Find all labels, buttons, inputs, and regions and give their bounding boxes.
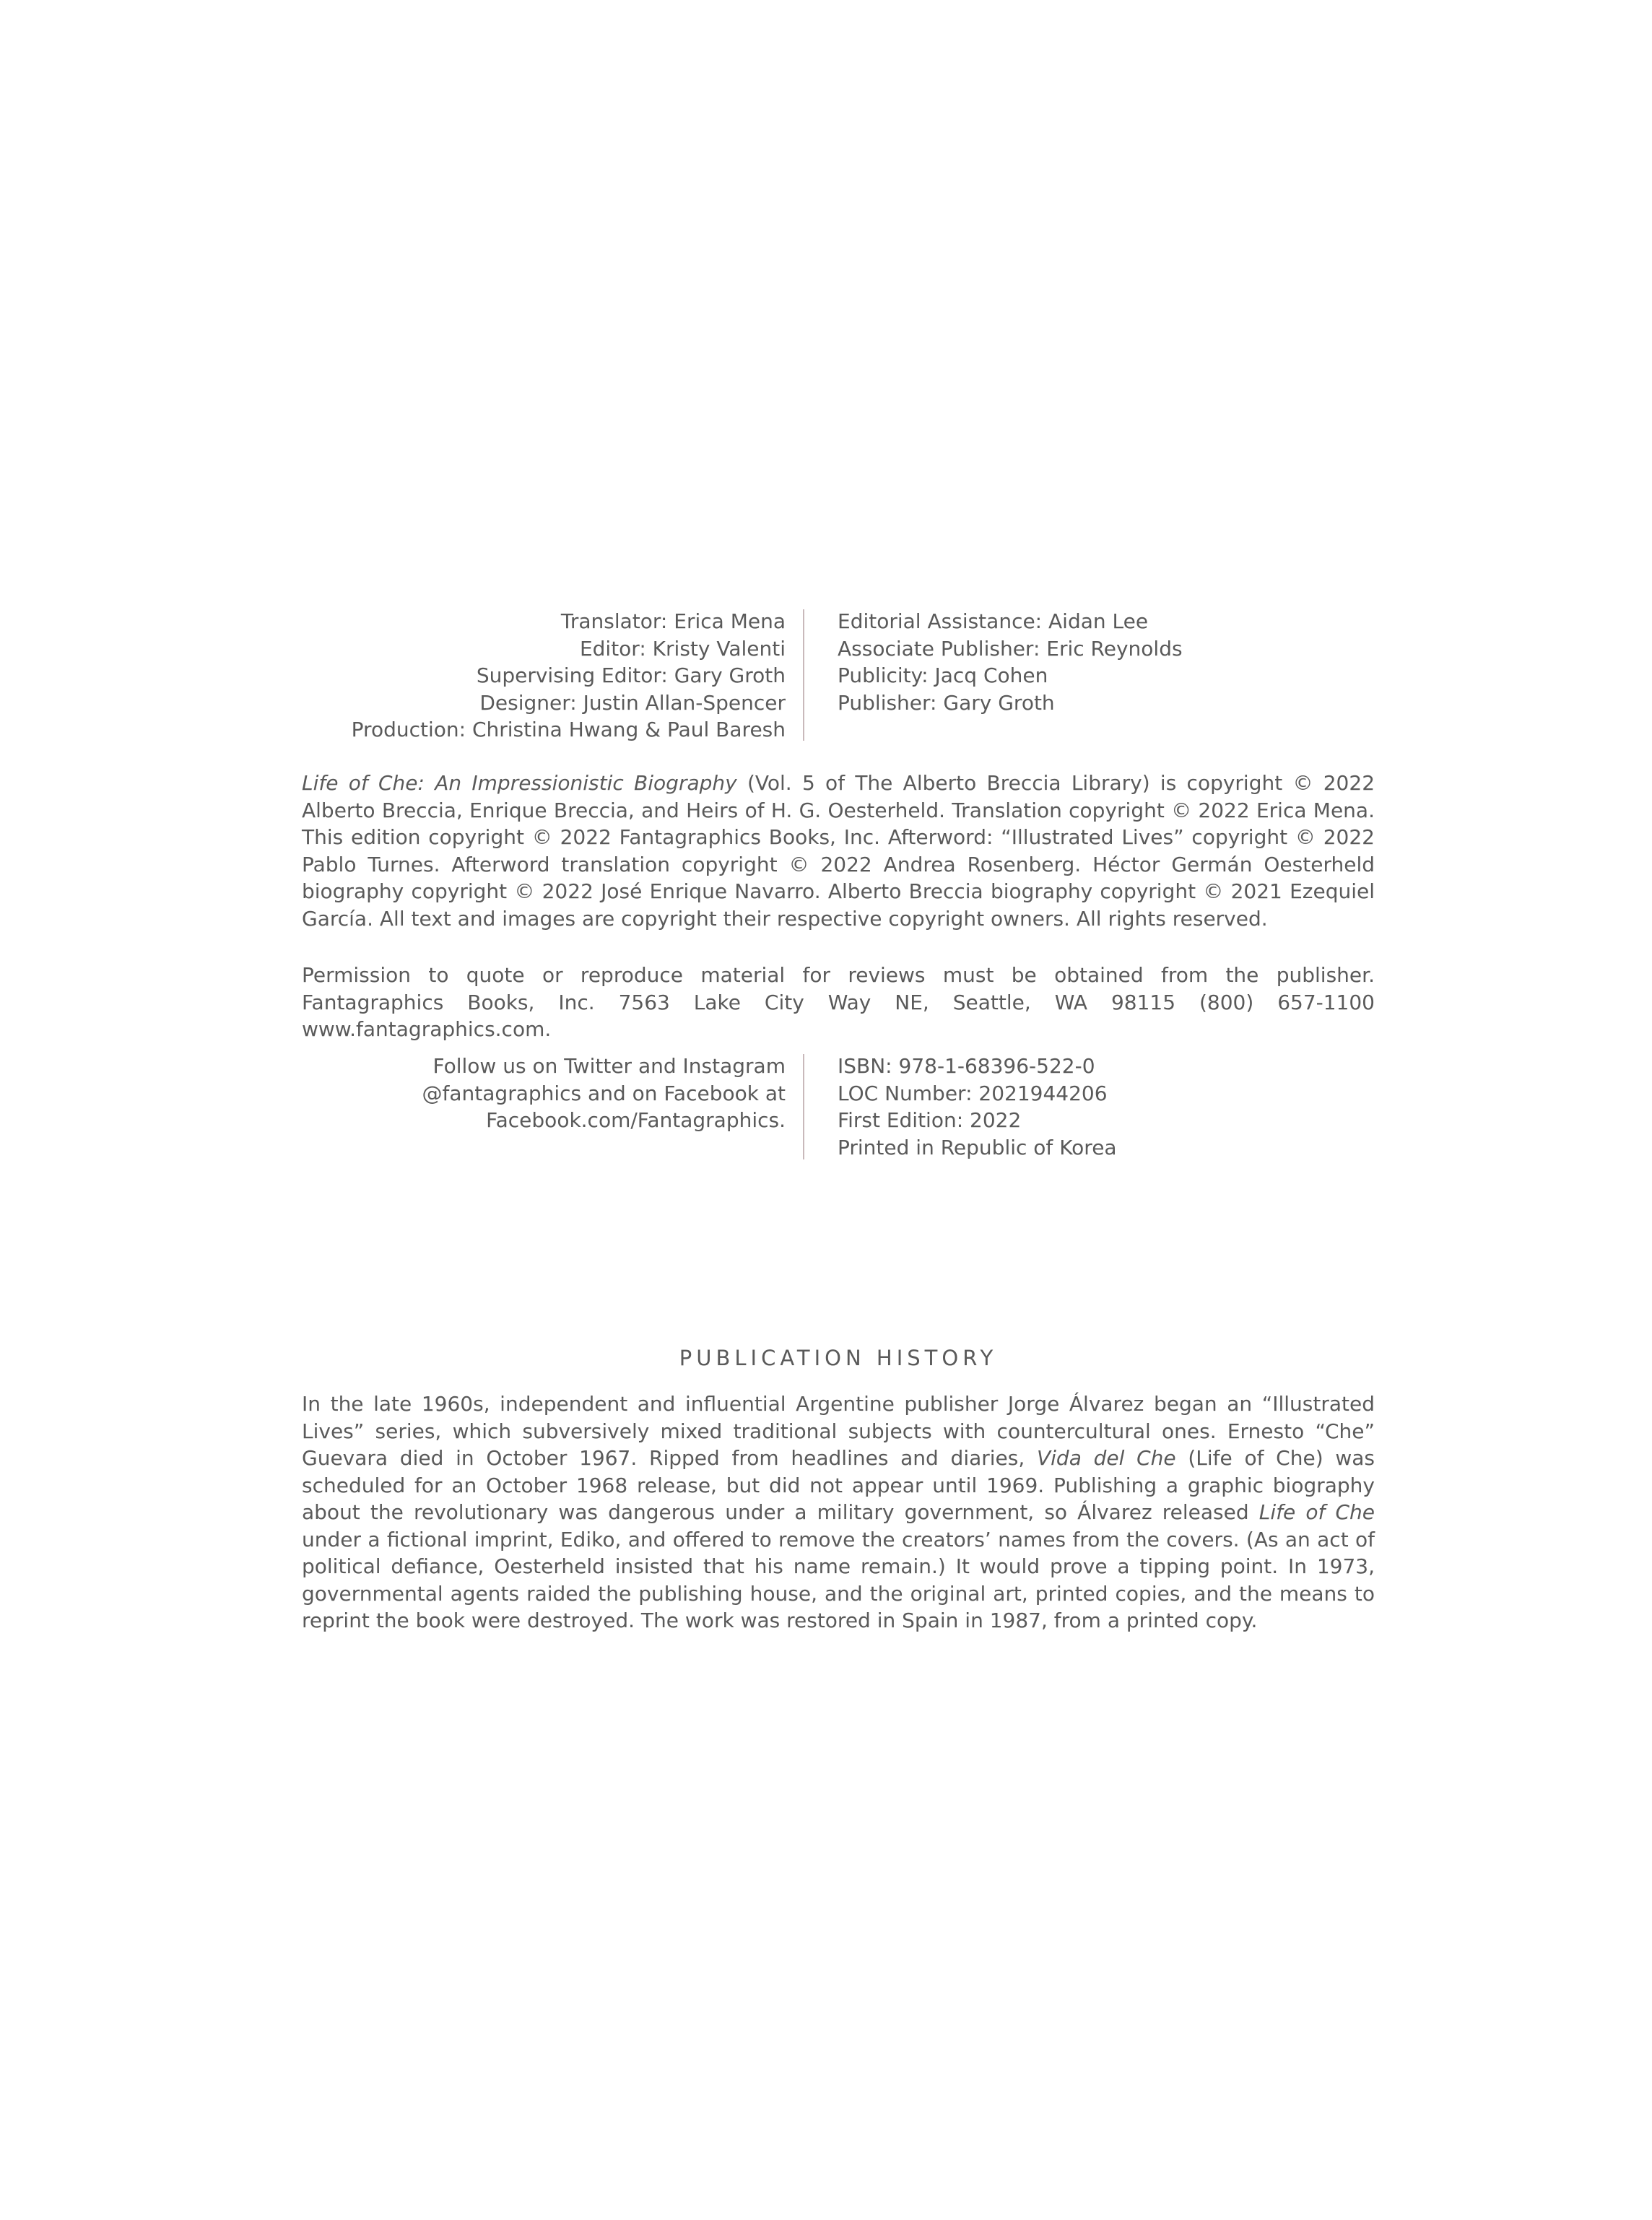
credit-supervising-editor: Supervising Editor: Gary Groth — [476, 663, 786, 687]
social-info — [302, 1053, 803, 1161]
staff-credits-right — [804, 608, 1183, 744]
copyright-notice — [302, 770, 1375, 932]
history-text-segment: (Life of Che) was scheduled for an October 1968 release, but did not appear until 1969. Publishing a graphic biography about the revolutionary was dangerous under a military government, so Álvarez released — [302, 1446, 1375, 1524]
copyright-text: (Vol. 5 of The Alberto Breccia Library) is copyright © 2022 Alberto Breccia, Enrique Breccia, and Heirs of H. G. Oesterheld. Translation copyright © 2022 Erica Mena. This edition copyright © 2022 Fantagraphics Books, Inc. Afterword: “Illustrated Lives” copyright © 2022 Pablo Turnes. Afterword translation copyright © 2022 Andrea Rosenberg. Héctor Germán Oesterheld biography copyright © 2022 José Enrique Navarro. Alberto Breccia biography copyright © 2021 Ezequiel García. All text and images are copyright their respective copyright owners. All rights reserved. — [302, 771, 1375, 931]
credit-associate-publisher: Associate Publisher: Eric Reynolds — [838, 636, 1183, 661]
history-text-segment: In the late 1960s, independent and influential Argentine publisher Jorge Álvarez began an “Illustrated Lives” series, which subversively mixed traditional subjects with countercultural ones. Ernesto “Che” Guevara died in October 1967. Ripped from headlines and diaries, — [302, 1392, 1375, 1470]
credit-editorial-assistance: Editorial Assistance: Aidan Lee — [838, 609, 1149, 633]
credit-translator: Translator: Erica Mena — [560, 609, 786, 633]
history-italic-title: Life of Che — [1258, 1500, 1375, 1524]
staff-credits — [302, 608, 1375, 744]
publication-history-text — [302, 1390, 1375, 1634]
social-line: Facebook.com/Fantagraphics. — [486, 1108, 786, 1132]
credit-publicity: Publicity: Jacq Cohen — [838, 663, 1048, 687]
loc-number: LOC Number: 2021944206 — [838, 1081, 1108, 1105]
credit-designer: Designer: Justin Allan-Spencer — [479, 690, 786, 715]
isbn: ISBN: 978-1-68396-522-0 — [838, 1054, 1095, 1078]
social-line: Follow us on Twitter and Instagram — [432, 1054, 786, 1078]
social-line: @fantagraphics and on Facebook at — [422, 1081, 786, 1105]
staff-credits-left — [302, 608, 803, 744]
publication-history-heading: PUBLICATION HISTORY — [679, 1346, 998, 1370]
permission-notice: Permission to quote or reproduce material for reviews must be obtained from the publisher. Fantagraphics Books, Inc. 7563 Lake City Way NE, Seattle, WA 98115 (800) 657-1100 www.fantagraphics.com. — [302, 963, 1375, 1041]
publication-info — [302, 1053, 1375, 1161]
credit-editor: Editor: Kristy Valenti — [579, 636, 786, 661]
book-title: Life of Che: An Impressionistic Biography — [302, 771, 737, 795]
credit-production: Production: Christina Hwang & Paul Baresh — [351, 718, 786, 741]
printed-in: Printed in Republic of Korea — [838, 1135, 1117, 1159]
credit-publisher: Publisher: Gary Groth — [838, 690, 1055, 715]
history-text-segment: under a fictional imprint, Ediko, and offered to remove the creators’ names from the covers. (As an act of political defiance, Oesterheld insisted that his name remain.) It would prove a tipping point. In 1973, governmental agents raided the publishing house, and the original art, printed copies, and the means to reprint the book were destroyed. The work was restored in Spain in 1987, from a printed copy. — [302, 1527, 1375, 1632]
history-italic-title: Vida del Che — [1036, 1446, 1176, 1470]
book-info — [804, 1053, 1117, 1161]
edition: First Edition: 2022 — [838, 1108, 1022, 1132]
